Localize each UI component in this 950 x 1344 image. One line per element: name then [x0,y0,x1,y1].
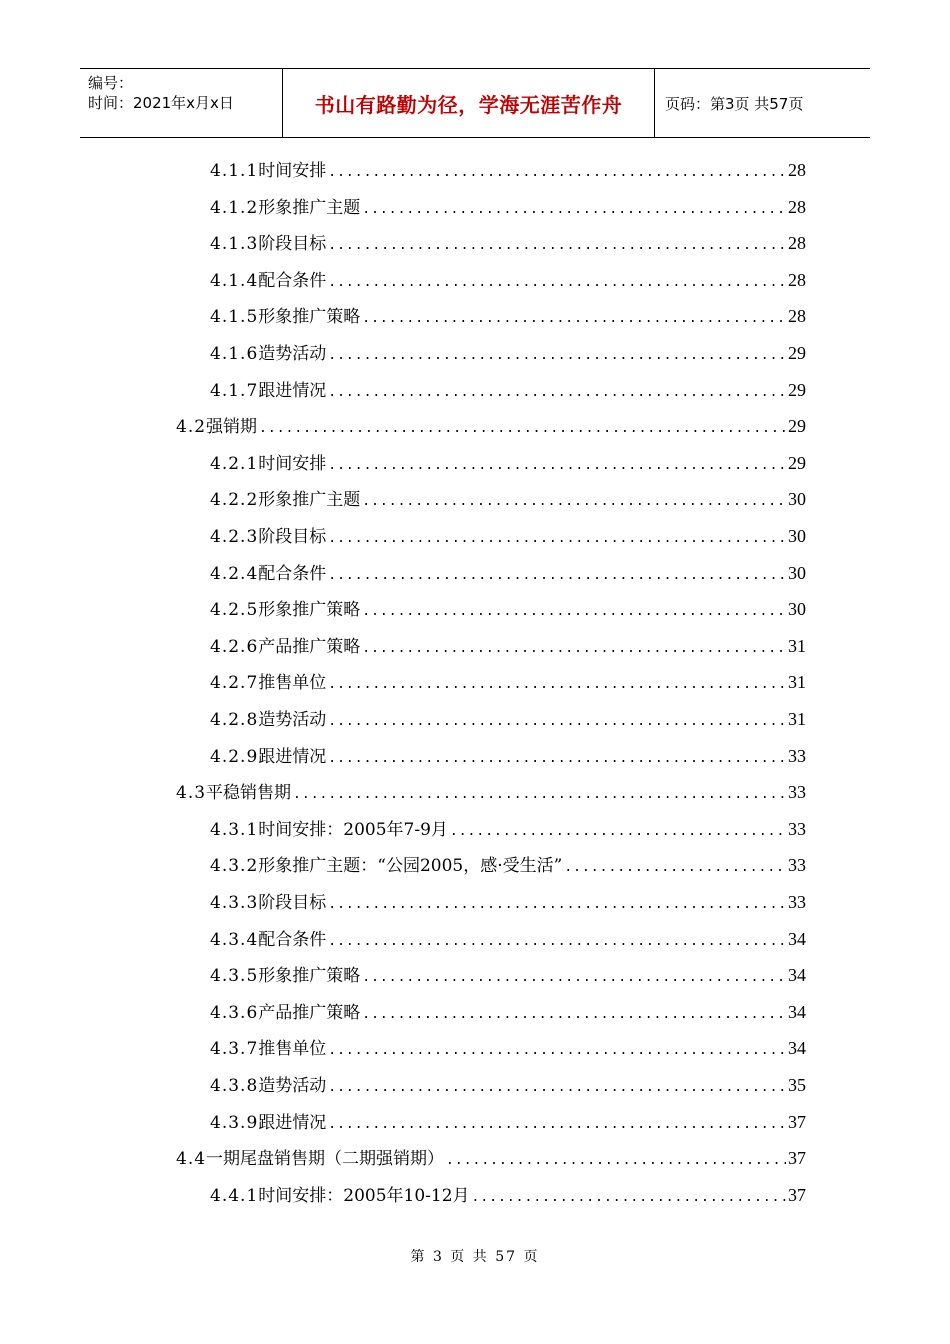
toc-dot-leader [293,777,786,813]
toc-entry-page: 30 [788,489,806,509]
toc-entry-title: 跟进情况 [258,747,327,767]
toc-entry-number: 4.3.7 [210,1039,259,1059]
toc-entry-page: 31 [788,636,806,656]
toc-entry-title: 形象推广策略 [258,966,361,986]
toc-dot-leader [362,484,786,520]
toc-entry[interactable] [210,189,806,225]
toc-entry-title: 跟进情况 [258,381,327,401]
toc-entry-number: 4.3.6 [210,1003,259,1023]
toc-entry-page: 28 [788,233,806,253]
toc-entry-page: 34 [788,1002,806,1022]
toc-dot-leader [362,192,786,228]
toc-entry[interactable] [210,811,806,847]
toc-entry[interactable] [210,335,806,371]
toc-entry[interactable] [210,445,806,481]
toc-entry[interactable] [176,774,806,810]
page-footer: 第 3 页 共 57 页 [410,1249,540,1265]
toc-entry-number: 4.2.1 [210,454,259,474]
toc-entry-number: 4.1.1 [210,161,259,181]
toc-entry-title: 强销期 [206,417,258,437]
toc-entry-page: 28 [788,306,806,326]
toc-entry-title: 时间安排 [258,161,327,181]
toc-dot-leader [362,301,786,337]
toc-entry-page: 31 [788,672,806,692]
toc-entry-page: 30 [788,563,806,583]
toc-entry-number: 4.1.5 [210,307,259,327]
toc-entry-title: 阶段目标 [258,234,327,254]
toc-entry-number: 4.3.2 [210,856,259,876]
toc-entry[interactable] [210,701,806,737]
toc-entry-title: 形象推广主题 [258,198,361,218]
toc-entry-title: 配合条件 [258,930,327,950]
toc-entry[interactable] [210,1104,806,1140]
toc-entry-title: 造势活动 [258,710,327,730]
header-motto: 书山有路勤为径，学海无涯苦作舟 [282,69,655,137]
toc-entry-page: 37 [788,1185,806,1205]
toc-entry[interactable] [210,957,806,993]
toc-entry-title: 配合条件 [258,271,327,291]
header-page-info: 页码：第3页 共57页 [665,94,804,113]
toc-entry-page: 29 [788,453,806,473]
toc-entry-number: 4.2.5 [210,600,259,620]
toc-dot-leader [259,411,786,447]
toc-entry-number: 4.2 [176,417,207,437]
toc-entry-page: 29 [788,343,806,363]
toc-dot-leader [328,155,786,191]
toc-entry-title: 产品推广策略 [258,1003,361,1023]
toc-entry-title: 时间安排：2005年7-9月 [258,820,448,840]
toc-entry[interactable] [210,1030,806,1066]
toc-entry[interactable] [210,921,806,957]
toc-entry-title: 推售单位 [258,1039,327,1059]
toc-dot-leader [328,924,786,960]
toc-dot-leader [328,338,786,374]
toc-dot-leader [328,558,786,594]
toc-dot-leader [328,1033,786,1069]
toc-entry-title: 平稳销售期 [206,783,292,803]
toc-entry-title: 产品推广策略 [258,637,361,657]
toc-entry-number: 4.4.1 [210,1186,259,1206]
toc-dot-leader [328,375,786,411]
header-meta [80,69,282,137]
toc-dot-leader [328,1070,786,1106]
page-header [80,68,870,138]
toc-entry[interactable] [210,481,806,517]
toc-entry-title: 形象推广主题 [258,490,361,510]
toc-entry-page: 33 [788,892,806,912]
toc-entry[interactable] [210,555,806,591]
toc-entry-number: 4.1.7 [210,381,259,401]
toc-entry-page: 28 [788,270,806,290]
toc-entry-number: 4.2.7 [210,673,259,693]
toc-entry[interactable] [210,884,806,920]
toc-entry-number: 4.3.9 [210,1113,259,1133]
toc-entry-title: 形象推广策略 [258,600,361,620]
toc-entry-page: 33 [788,819,806,839]
toc-entry-title: 跟进情况 [258,1113,327,1133]
toc-entry-number: 4.2.3 [210,527,259,547]
toc-entry-title: 造势活动 [258,344,327,364]
toc-entry-title: 形象推广主题：“公园2005，感·受生活” [258,856,563,876]
toc-entry[interactable] [210,628,806,664]
toc-dot-leader [446,1143,786,1179]
toc-entry-number: 4.3.4 [210,930,259,950]
toc-entry-number: 4.2.2 [210,490,259,510]
toc-entry-title: 时间安排 [258,454,327,474]
toc-dot-leader [328,704,786,740]
toc-entry[interactable] [176,1140,806,1176]
toc-entry-page: 34 [788,1038,806,1058]
toc-entry-title: 造势活动 [258,1076,327,1096]
toc-entry-page: 35 [788,1075,806,1095]
toc-entry-page: 28 [788,160,806,180]
toc-entry-number: 4.3.8 [210,1076,259,1096]
toc-entry-number: 4.2.4 [210,564,259,584]
toc-entry[interactable] [210,994,806,1030]
toc-entry-number: 4.3 [176,783,207,803]
toc-entry[interactable] [210,1177,806,1213]
toc-entry[interactable] [176,408,806,444]
toc-entry-number: 4.3.1 [210,820,259,840]
toc-entry[interactable] [210,664,806,700]
toc-entry-page: 33 [788,855,806,875]
toc-entry[interactable] [210,591,806,627]
toc-dot-leader [450,814,786,850]
toc-entry-number: 4.1.4 [210,271,259,291]
toc-entry-number: 4.1.3 [210,234,259,254]
toc-entry[interactable] [210,738,806,774]
toc-dot-leader [328,228,786,264]
header-time-label: 时间：2021年x月x日 [88,94,234,112]
toc-entry-number: 4.4 [176,1149,207,1169]
toc-entry-page: 30 [788,526,806,546]
toc-entry[interactable] [210,518,806,554]
toc-dot-leader [564,850,786,886]
toc-entry[interactable] [210,152,806,188]
toc-entry-title: 阶段目标 [258,893,327,913]
header-number-label: 编号： [88,74,134,92]
toc-entry[interactable] [210,847,806,883]
toc-entry-title: 推售单位 [258,673,327,693]
toc-entry[interactable] [210,262,806,298]
toc-dot-leader [328,1107,786,1143]
toc-entry-number: 4.2.8 [210,710,259,730]
toc-entry-number: 4.1.2 [210,198,259,218]
toc-entry[interactable] [210,1067,806,1103]
toc-entry-number: 4.3.3 [210,893,259,913]
toc-dot-leader [362,594,786,630]
toc-dot-leader [328,887,786,923]
toc-entry-number: 4.3.5 [210,966,259,986]
toc-dot-leader [472,1180,786,1216]
toc-entry-number: 4.1.6 [210,344,259,364]
toc-dot-leader [328,448,786,484]
toc-entry-title: 时间安排：2005年10-12月 [258,1186,470,1206]
toc-entry-page: 31 [788,709,806,729]
toc-entry[interactable] [210,298,806,334]
toc-entry[interactable] [210,225,806,261]
toc-entry-title: 一期尾盘销售期（二期强销期） [206,1149,445,1169]
toc-entry-page: 37 [788,1148,806,1168]
toc-dot-leader [362,631,786,667]
toc-entry-title: 阶段目标 [258,527,327,547]
toc-entry-title: 形象推广策略 [258,307,361,327]
toc-entry-page: 37 [788,1112,806,1132]
toc-entry-number: 4.2.6 [210,637,259,657]
toc-entry-page: 28 [788,197,806,217]
toc-entry-page: 29 [788,380,806,400]
toc-entry-page: 30 [788,599,806,619]
toc-entry-page: 33 [788,782,806,802]
toc-entry-title: 配合条件 [258,564,327,584]
toc-dot-leader [328,741,786,777]
toc-entry-page: 29 [788,416,806,436]
toc-dot-leader [328,265,786,301]
toc-entry-page: 34 [788,965,806,985]
toc-entry-page: 34 [788,929,806,949]
toc-entry-page: 33 [788,746,806,766]
toc-entry[interactable] [210,372,806,408]
toc-entry-number: 4.2.9 [210,747,259,767]
toc-dot-leader [328,667,786,703]
toc-dot-leader [328,521,786,557]
toc-dot-leader [362,997,786,1033]
toc-dot-leader [362,960,786,996]
